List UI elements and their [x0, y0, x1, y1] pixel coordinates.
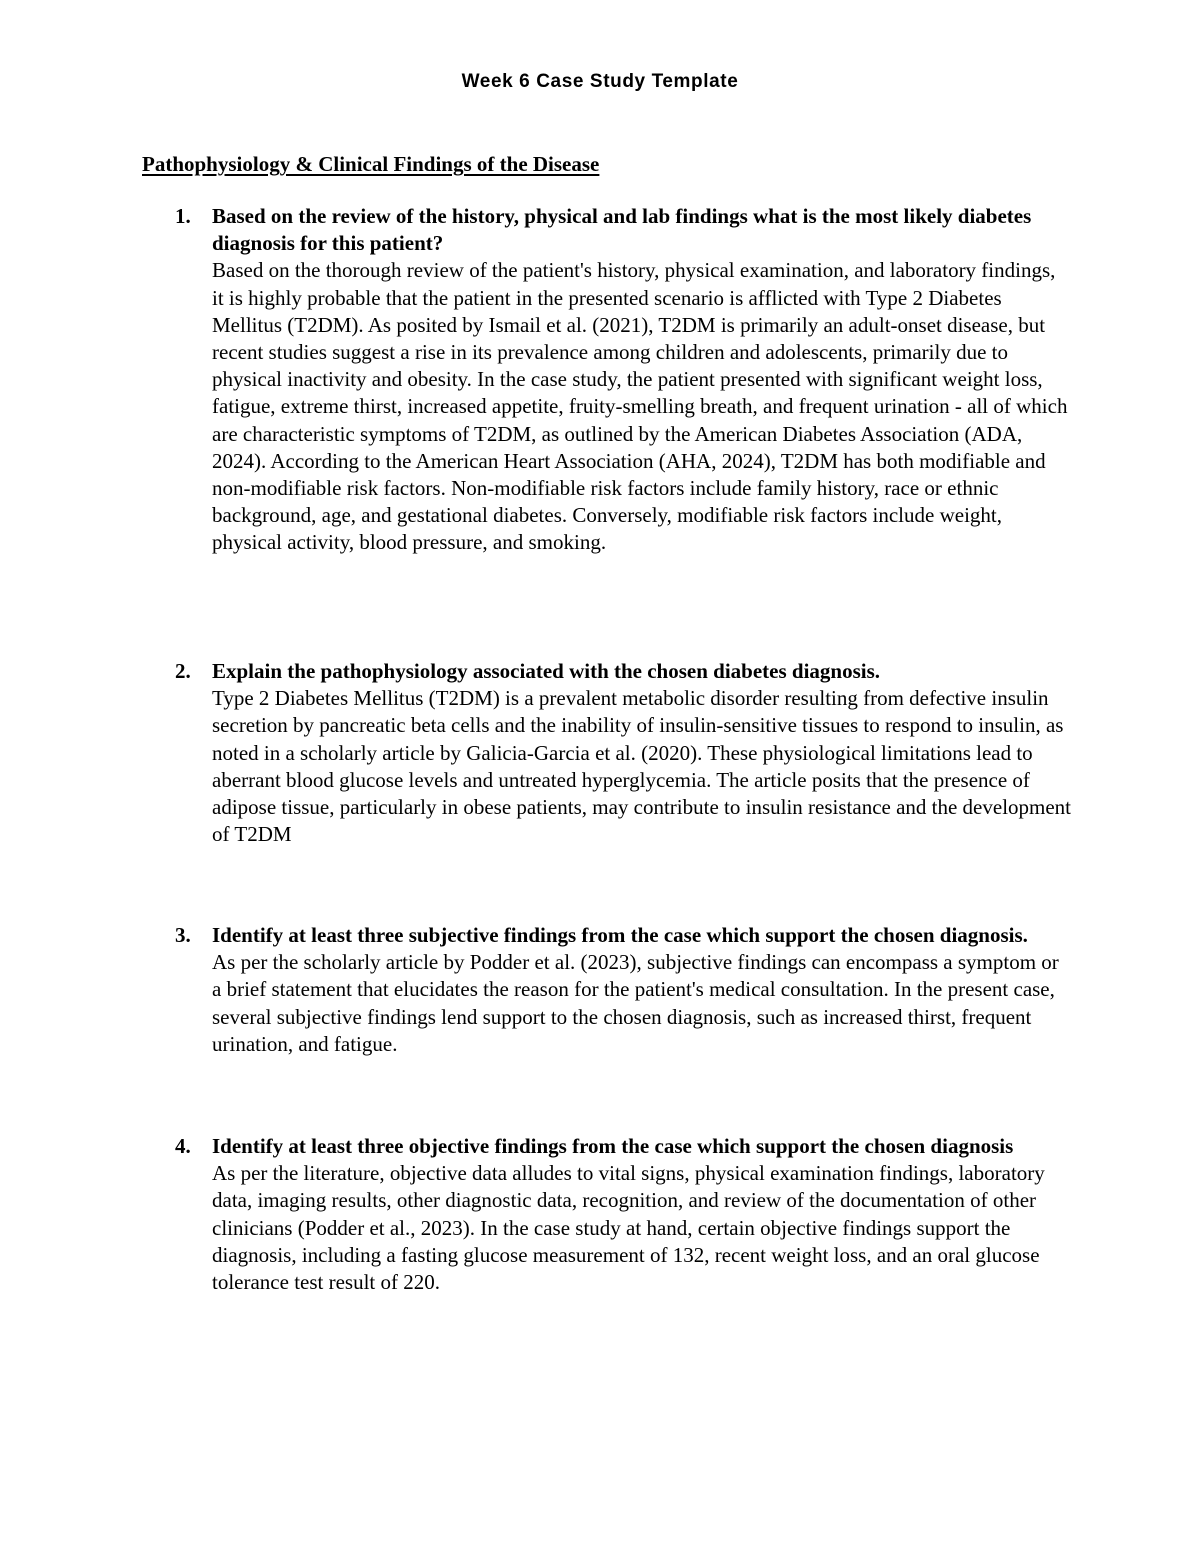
question-number: 2. — [175, 659, 191, 683]
answer-text: Based on the thorough review of the patient's history, physical examination, and laboratory findings, it is highly probable that the patient in the presented scenario is afflicted with Type 2 Diabetes Mellitus (T2DM). As posited by Ismail et al. (2021), T2DM is primarily an adult-onset disease, but recent studies suggest a rise in its prevalence among children and adolescents, primarily due to physical inactivity and obesity. In the case study, the patient presented with significant weight loss, fatigue, extreme thirst, increased appetite, fruity-smelling breath, and frequent urination - all of which are characteristic symptoms of T2DM, as outlined by the American Diabetes Association (ADA, 2024). According to the American Heart Association (AHA, 2024), T2DM has both modifiable and non-modifiable risk factors. Non-modifiable risk factors include family history, race or ethnic background, age, and gestational diabetes. Conversely, modifiable risk factors include weight, physical activity, blood pressure, and smoking. — [212, 258, 1068, 555]
question-text: Based on the review of the history, physical and lab findings what is the most likely diabetes diagnosis for this patient? — [212, 204, 1032, 256]
question-4 — [175, 1133, 1072, 1296]
document-title: Week 6 Case Study Template — [461, 71, 739, 92]
question-number: 3. — [175, 923, 191, 947]
question-1 — [175, 203, 1072, 557]
question-2 — [175, 658, 1072, 848]
answer-text: As per the literature, objective data alludes to vital signs, physical examination findings, laboratory data, imaging results, other diagnostic data, recognition, and review of the documentation of other clinicians (Podder et al., 2023). In the case study at hand, certain objective findings support the diagnosis, including a fasting glucose measurement of 132, recent weight loss, and an oral glucose tolerance test result of 220. — [212, 1161, 1045, 1295]
question-text: Identify at least three objective findings from the case which support the chosen diagnosis — [212, 1134, 1014, 1158]
question-text: Identify at least three subjective findings from the case which support the chosen diagnosis. — [212, 923, 1028, 947]
question-text: Explain the pathophysiology associated with the chosen diabetes diagnosis. — [212, 659, 881, 683]
question-number: 4. — [175, 1134, 191, 1158]
answer-text: Type 2 Diabetes Mellitus (T2DM) is a prevalent metabolic disorder resulting from defective insulin secretion by pancreatic beta cells and the inability of insulin-sensitive tissues to respond to insulin, as noted in a scholarly article by Galicia-Garcia et al. (2020). These physiological limitations lead to aberrant blood glucose levels and untreated hyperglycemia. The article posits that the presence of adipose tissue, particularly in obese patients, may contribute to insulin resistance and the development of T2DM — [212, 686, 1072, 847]
question-number: 1. — [175, 204, 191, 228]
question-3 — [175, 922, 1072, 1058]
section-heading: Pathophysiology & Clinical Findings of the Disease — [142, 152, 600, 176]
answer-text: As per the scholarly article by Podder et al. (2023), subjective findings can encompass a symptom or a brief statement that elucidates the reason for the patient's medical consultation. In the present case, several subjective findings lend support to the chosen diagnosis, such as increased thirst, frequent urination, and fatigue. — [212, 950, 1059, 1056]
